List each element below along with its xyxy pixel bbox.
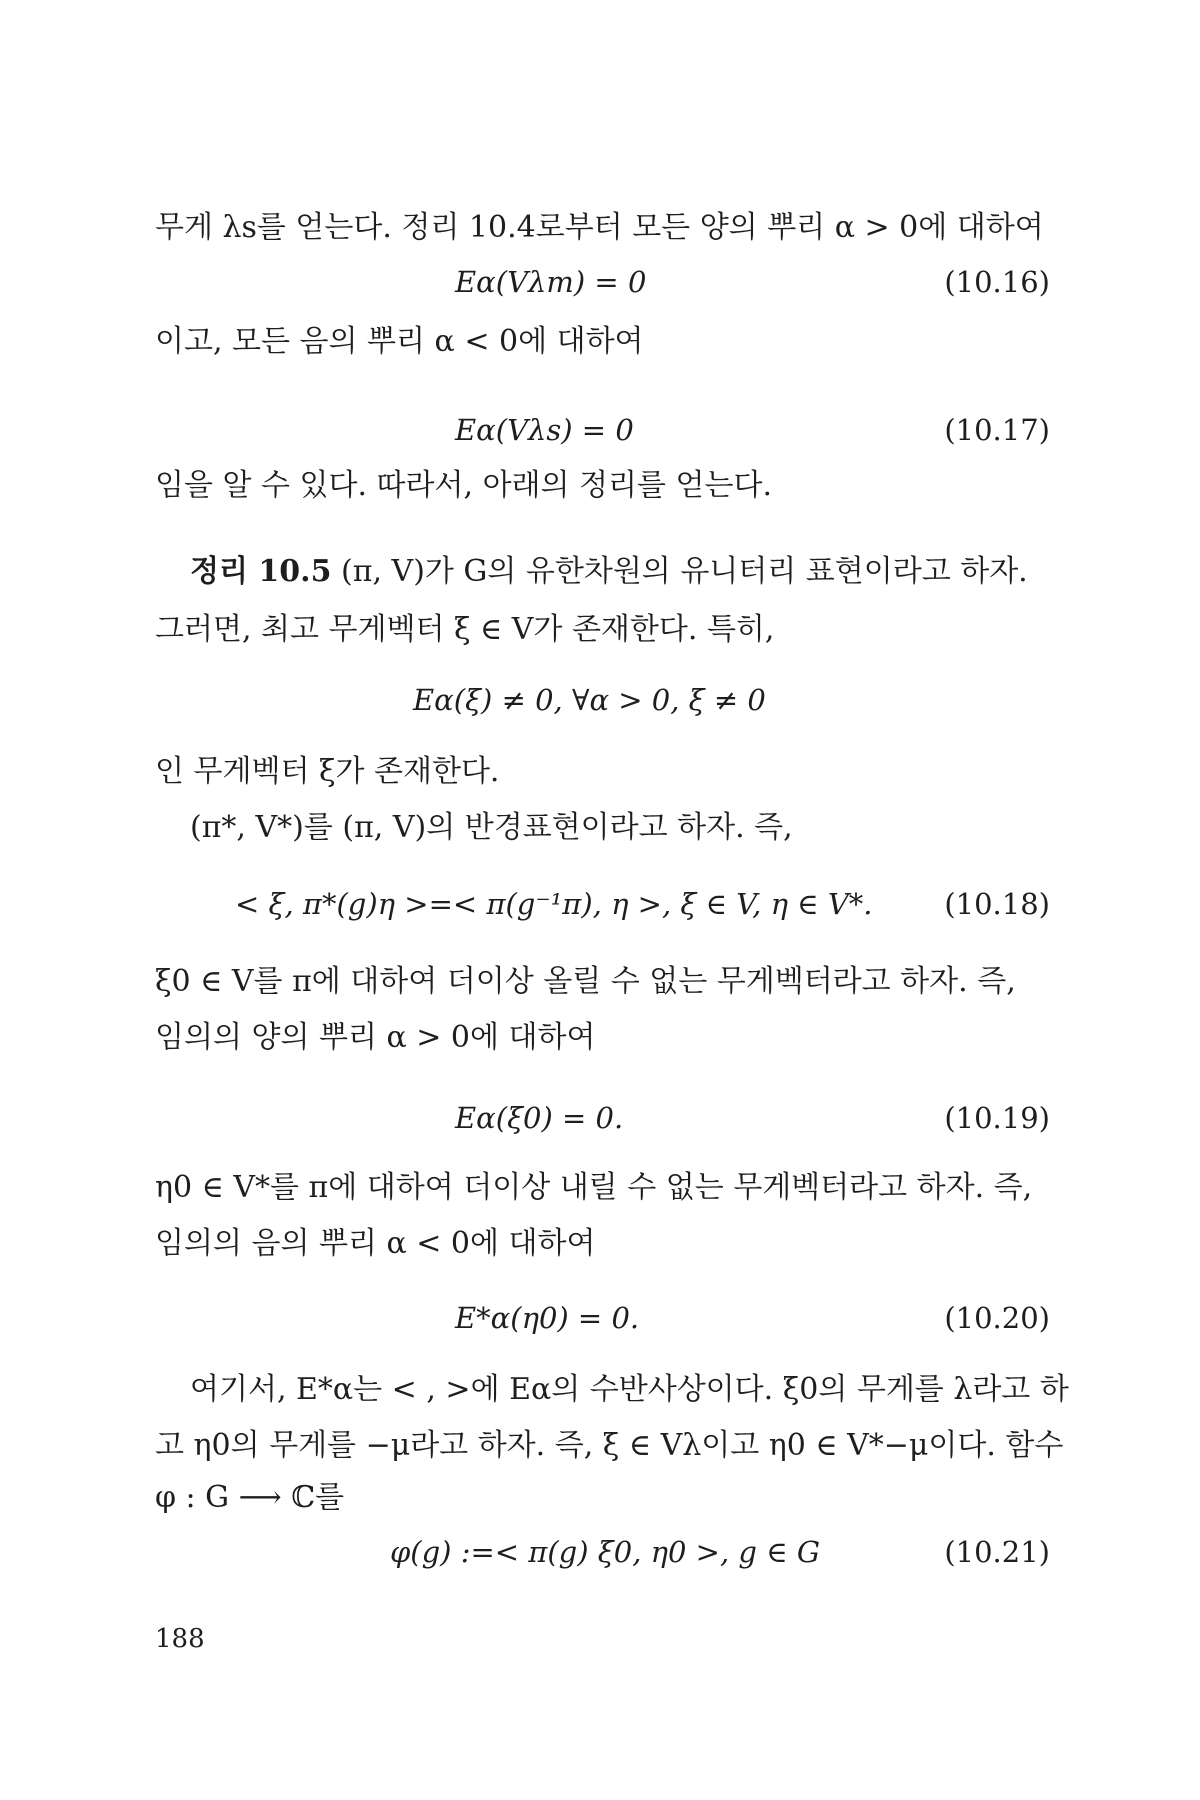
theorem-heading-line [190,552,1050,592]
equation-expression: < ξ, π*(g)η >=< π(g⁻¹π), η >, ξ ∈ V, η ∈ V*. [235,887,873,921]
equation-expression: Eα(ξ0) = 0. [455,1101,624,1135]
page-number: 188 [155,1624,205,1654]
equation-number: (10.21) [944,1535,1050,1569]
equation-number: (10.17) [944,413,1050,447]
equation-expression: Eα(Vλs) = 0 [455,413,634,447]
theorem-statement: (π, V)가 G의 유한차원의 유니터리 표현이라고 하자. [341,554,1028,589]
text-line-14: φ : G ⟶ ℂ를 [155,1480,345,1515]
text-line-12: 여기서, E*α는 < , >에 Eα의 수반사상이다. ξ0의 무게를 λ라고 하 [190,1372,1069,1407]
equation-expression: Eα(ξ) ≠ 0, ∀α > 0, ξ ≠ 0 [413,683,766,717]
text-line-8: ξ0 ∈ V를 π에 대하여 더이상 올릴 수 없는 무게벡터라고 하자. 즉, [155,964,1016,999]
text-line-6: 인 무게벡터 ξ가 존재한다. [155,754,500,789]
text-line-2: 이고, 모든 음의 뿌리 α < 0에 대하여 [155,324,644,359]
theorem-label: 정리 10.5 [190,554,332,589]
equation-expression: Eα(Vλm) = 0 [455,265,647,299]
text-line-1: 무게 λs를 얻는다. 정리 10.4로부터 모든 양의 뿌리 α > 0에 대하여 [155,210,1044,245]
equation-number: (10.20) [944,1301,1050,1335]
equation-number: (10.16) [944,265,1050,299]
text-line-13: 고 η0의 무게를 −μ라고 하자. 즉, ξ ∈ Vλ이고 η0 ∈ V*−μ이다. 함수 [155,1428,1064,1463]
equation-expression: E*α(η0) = 0. [455,1301,640,1335]
text-line-9: 임의의 양의 뿌리 α > 0에 대하여 [155,1020,596,1055]
text-line-3: 임을 알 수 있다. 따라서, 아래의 정리를 얻는다. [155,468,773,503]
equation-number: (10.18) [944,887,1050,921]
text-line-10: η0 ∈ V*를 π에 대하여 더이상 내릴 수 없는 무게벡터라고 하자. 즉, [155,1170,1033,1205]
text-line-5: 그러면, 최고 무게벡터 ξ ∈ V가 존재한다. 특히, [155,612,775,647]
equation-expression: φ(g) :=< π(g) ξ0, η0 >, g ∈ G [390,1535,821,1569]
equation-number: (10.19) [944,1101,1050,1135]
text-line-7: (π*, V*)를 (π, V)의 반경표현이라고 하자. 즉, [190,810,793,845]
text-line-11: 임의의 음의 뿌리 α < 0에 대하여 [155,1226,596,1261]
